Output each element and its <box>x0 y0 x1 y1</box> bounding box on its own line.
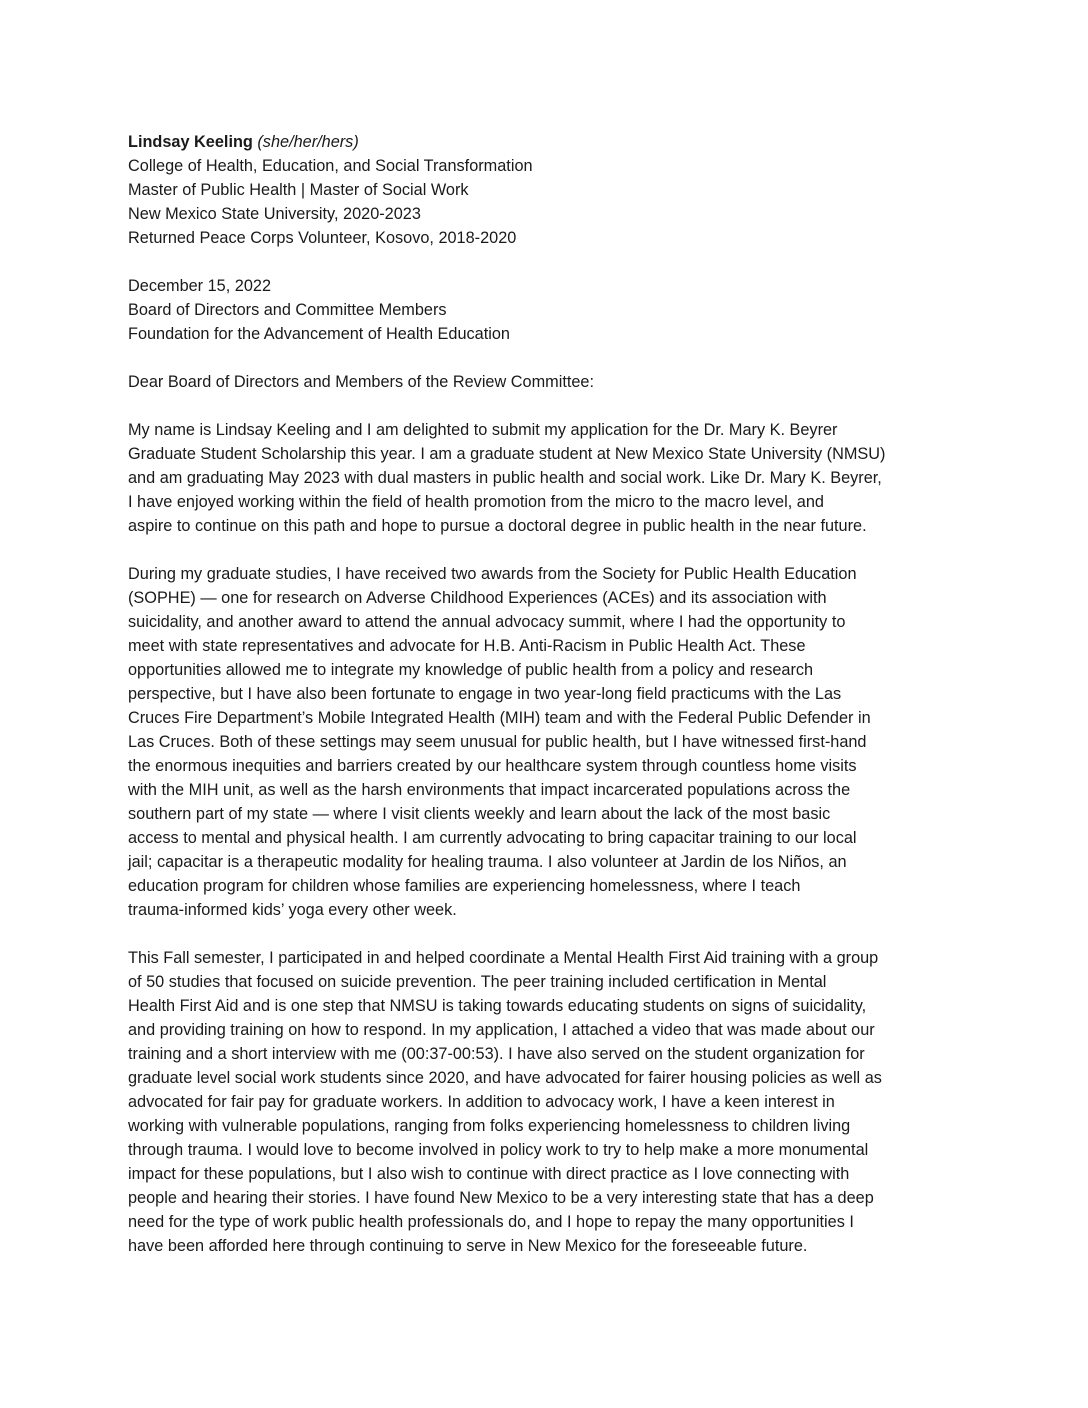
paragraph-line: My name is Lindsay Keeling and I am delighted to submit my application for the Dr. Mary K. Beyrer <box>128 421 838 439</box>
author-affiliation <box>128 154 968 250</box>
recipient-line: Foundation for the Advancement of Health Education <box>128 325 510 343</box>
paragraph-line: have been afforded here through continuing to serve in New Mexico for the foreseeable future. <box>128 1237 808 1255</box>
paragraph-line: through trauma. I would love to become involved in policy work to try to help make a more monumental <box>128 1141 869 1159</box>
paragraph-line: people and hearing their stories. I have found New Mexico to be a very interesting state that has a deep <box>128 1189 874 1207</box>
paragraph-line: graduate level social work students since 2020, and have advocated for fairer housing policies as well as <box>128 1069 882 1087</box>
paragraph-line: Las Cruces. Both of these settings may seem unusual for public health, but I have witnessed first-hand <box>128 733 867 751</box>
paragraph-line: training and a short interview with me (00:37-00:53). I have also served on the student organization for <box>128 1045 865 1063</box>
paragraph-line: advocated for fair pay for graduate workers. In addition to advocacy work, I have a keen interest in <box>128 1093 835 1111</box>
salutation: Dear Board of Directors and Members of the Review Committee: <box>128 373 595 391</box>
paragraph-2 <box>128 562 968 922</box>
affiliation-line: New Mexico State University, 2020-2023 <box>128 205 421 223</box>
author-pronouns: (she/her/hers) <box>257 133 359 151</box>
paragraph-line: with the MIH unit, as well as the harsh environments that impact incarcerated populations across the <box>128 781 851 799</box>
paragraph-line: opportunities allowed me to integrate my knowledge of public health from a policy and research <box>128 661 814 679</box>
paragraph-line: Cruces Fire Department’s Mobile Integrated Health (MIH) team and with the Federal Public Defender in <box>128 709 871 727</box>
paragraph-line: This Fall semester, I participated in and helped coordinate a Mental Health First Aid training with a group <box>128 949 879 967</box>
paragraph-line: I have enjoyed working within the field of health promotion from the micro to the macro level, and <box>128 493 824 511</box>
paragraph-1 <box>128 418 968 538</box>
paragraph-line: southern part of my state — where I visit clients weekly and learn about the lack of the most basic <box>128 805 831 823</box>
letter-date: December 15, 2022 <box>128 277 272 295</box>
affiliation-line: College of Health, Education, and Social Transformation <box>128 157 533 175</box>
spacer <box>128 250 968 274</box>
paragraph-line: and providing training on how to respond. In my application, I attached a video that was made about our <box>128 1021 875 1039</box>
paragraph-line: of 50 studies that focused on suicide prevention. The peer training included certification in Mental <box>128 973 827 991</box>
spacer <box>128 394 968 418</box>
paragraph-line: Graduate Student Scholarship this year. I am a graduate student at New Mexico State University (NMSU) <box>128 445 886 463</box>
paragraph-line: Health First Aid and is one step that NMSU is taking towards educating students on signs of suicidality, <box>128 997 867 1015</box>
paragraph-line: During my graduate studies, I have received two awards from the Society for Public Health Education <box>128 565 857 583</box>
paragraph-line: education program for children whose families are experiencing homelessness, where I teach <box>128 877 801 895</box>
paragraph-line: meet with state representatives and advocate for H.B. Anti-Racism in Public Health Act. These <box>128 637 806 655</box>
paragraph-line: trauma-informed kids’ yoga every other week. <box>128 901 457 919</box>
author-name: Lindsay Keeling <box>128 133 253 151</box>
paragraph-line: jail; capacitar is a therapeutic modality for healing trauma. I also volunteer at Jardin de los Niños, an <box>128 853 847 871</box>
spacer <box>128 922 968 946</box>
letter-body <box>128 130 968 1258</box>
paragraph-line: (SOPHE) — one for research on Adverse Childhood Experiences (ACEs) and its association with <box>128 589 827 607</box>
author-line <box>128 130 968 154</box>
spacer <box>128 346 968 370</box>
affiliation-line: Returned Peace Corps Volunteer, Kosovo, 2018-2020 <box>128 229 517 247</box>
paragraph-line: working with vulnerable populations, ranging from folks experiencing homelessness to children living <box>128 1117 851 1135</box>
paragraph-line: impact for these populations, but I also wish to continue with direct practice as I love connecting with <box>128 1165 850 1183</box>
spacer <box>128 538 968 562</box>
recipient-block <box>128 298 968 346</box>
paragraph-line: perspective, but I have also been fortunate to engage in two year-long field practicums with the Las <box>128 685 842 703</box>
paragraph-line: aspire to continue on this path and hope to pursue a doctoral degree in public health in the near future. <box>128 517 867 535</box>
paragraph-line: the enormous inequities and barriers created by our healthcare system through countless home visits <box>128 757 857 775</box>
paragraph-line: access to mental and physical health. I am currently advocating to bring capacitar training to our local <box>128 829 857 847</box>
affiliation-line: Master of Public Health | Master of Social Work <box>128 181 469 199</box>
recipient-line: Board of Directors and Committee Members <box>128 301 447 319</box>
paragraph-line: and am graduating May 2023 with dual masters in public health and social work. Like Dr. Mary K. Beyrer, <box>128 469 882 487</box>
paragraph-line: need for the type of work public health professionals do, and I hope to repay the many opportunities I <box>128 1213 854 1231</box>
paragraph-3 <box>128 946 968 1258</box>
paragraph-line: suicidality, and another award to attend the annual advocacy summit, where I had the opportunity to <box>128 613 846 631</box>
